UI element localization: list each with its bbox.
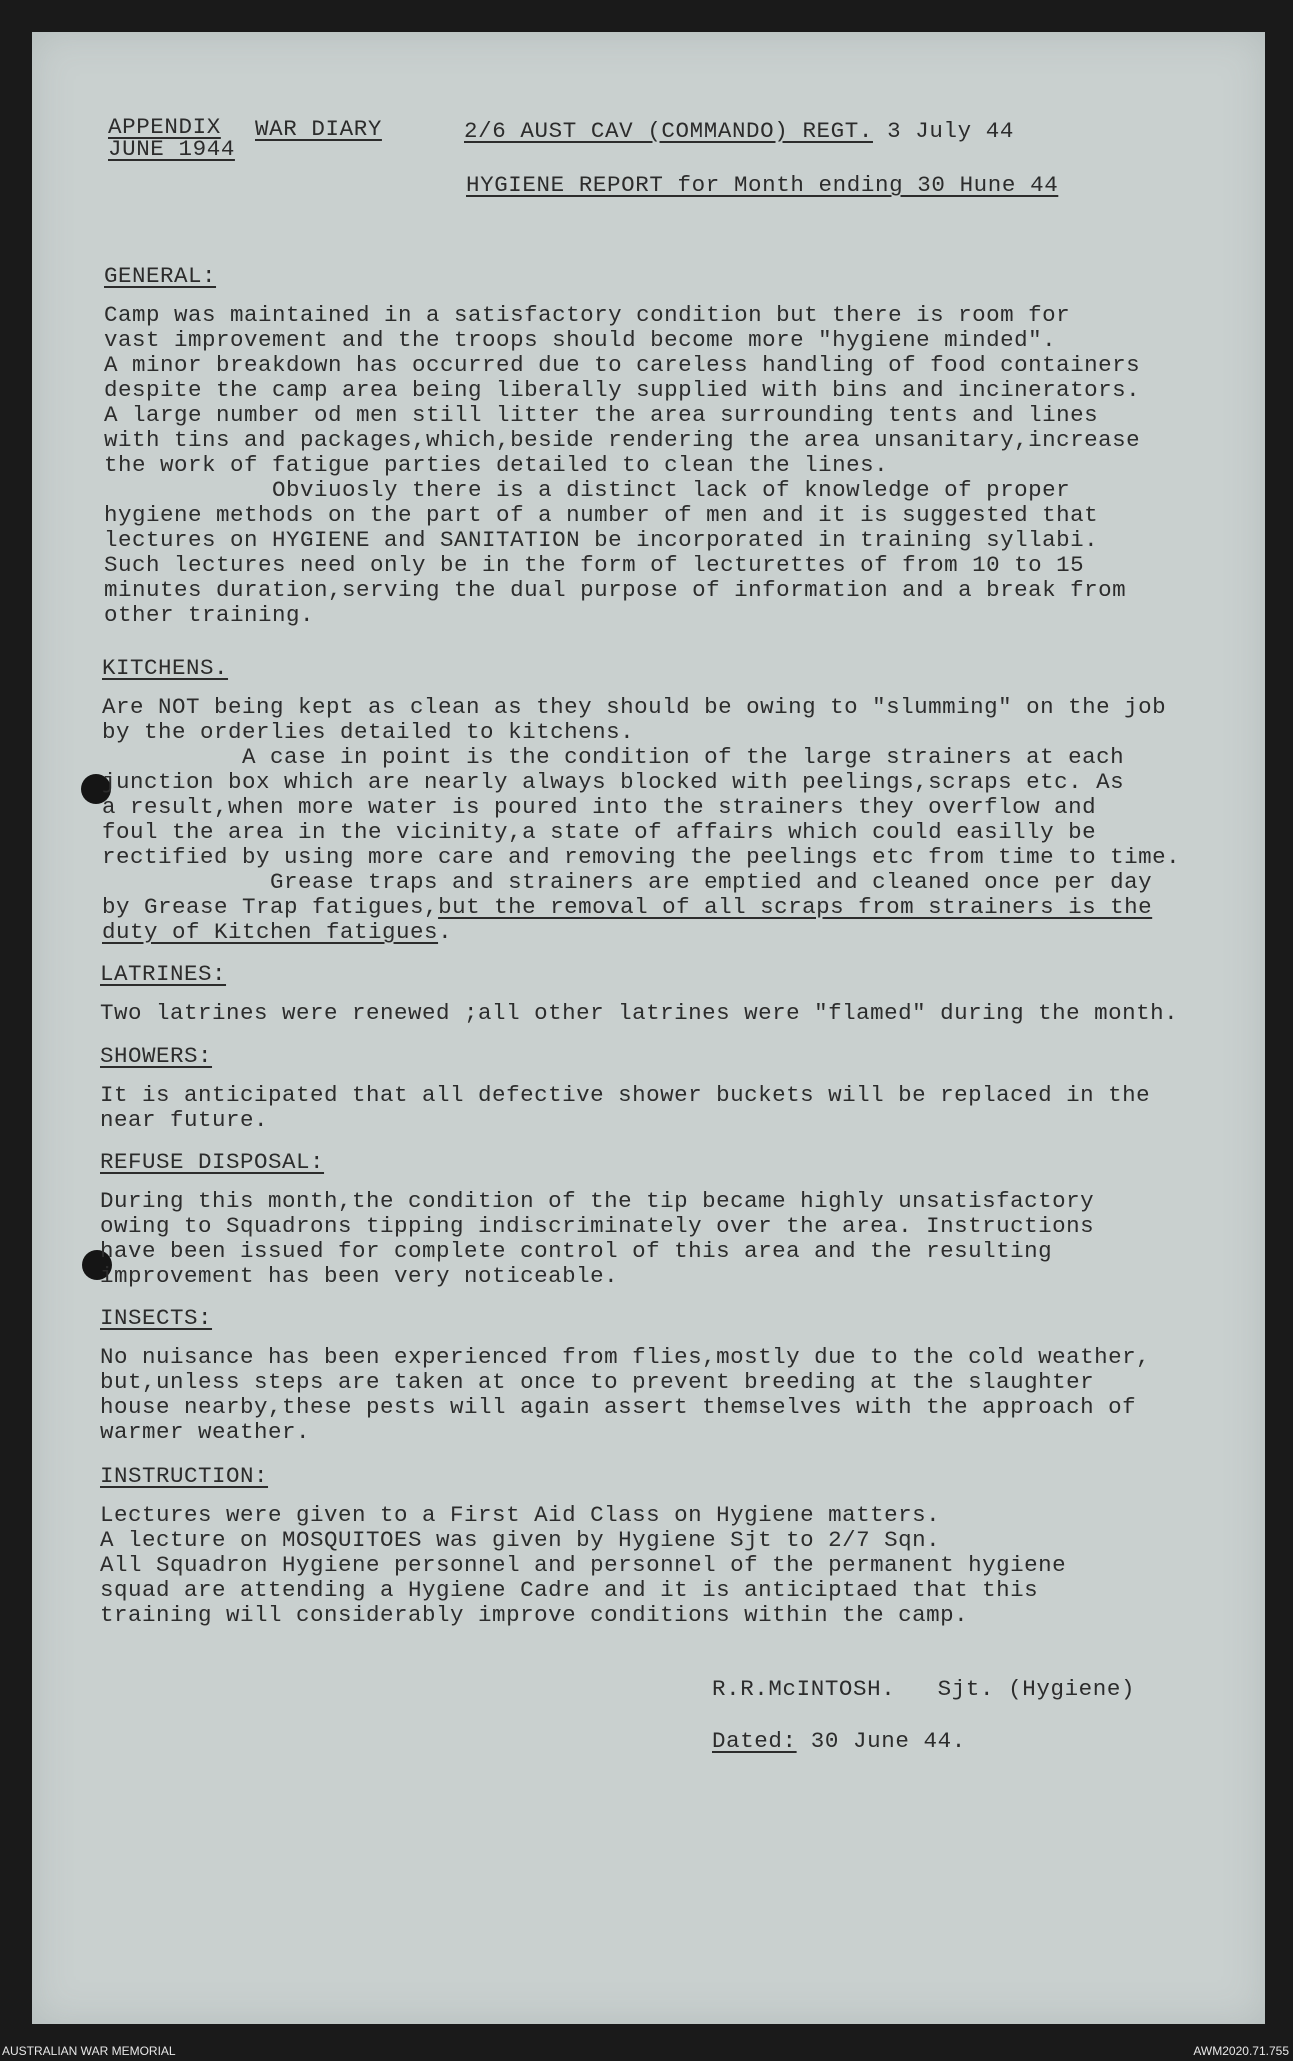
appendix-line1: APPENDIX <box>108 114 221 140</box>
section-heading: LATRINES: <box>100 961 227 987</box>
signatory-name: R.R.McINTOSH. <box>712 1676 896 1702</box>
section-insects <box>100 1306 1260 1445</box>
section-heading: REFUSE DISPOSAL: <box>100 1149 325 1175</box>
dated-line <box>712 1728 966 1754</box>
section-heading: GENERAL: <box>104 263 217 289</box>
report-title: HYGIENE REPORT for Month ending 30 Hune 44 <box>466 172 1059 198</box>
section-text: Lectures were given to a First Aid Class on Hygiene matters. A lecture on MOSQUITOES was given by Hygiene Sjt to 2/7 Sqn. All Squadron Hygiene personnel and personnel of the permanent hygiene squad are attending a Hygiene Cadre and it is anticiptaed that this training will considerably improve conditions within the camp. <box>100 1502 1067 1628</box>
dated-label: Dated: <box>712 1728 797 1754</box>
unit-name: 2/6 AUST CAV (COMMANDO) REGT. <box>464 118 873 144</box>
section-refuse-disposal <box>100 1150 1260 1289</box>
unit-line <box>464 118 1014 144</box>
appendix-line2: JUNE 1944 <box>108 136 235 162</box>
section-general <box>104 264 1264 628</box>
section-text: No nuisance has been experienced from flies,mostly due to the cold weather, but,unless steps are taken at once to prevent breeding at the slaughter house nearby,these pests will again assert themselves with the approach of warmer weather. <box>100 1344 1151 1445</box>
dated-value: 30 June 44. <box>810 1728 966 1754</box>
appendix-stamp <box>108 116 235 160</box>
war-diary-label: WAR DIARY <box>255 116 382 142</box>
section-instruction <box>100 1464 1260 1628</box>
section-text: It is anticipated that all defective shower buckets will be replaced in the near future. <box>100 1082 1151 1133</box>
archive-reference: AWM2020.71.755 <box>1193 2044 1289 2058</box>
archive-credit: AUSTRALIAN WAR MEMORIAL <box>2 2044 176 2058</box>
kitchens-underlined: but the removal of all scraps from strainers is the duty of Kitchen fatigues <box>102 894 1153 945</box>
section-text <box>102 695 1262 945</box>
section-text: During this month,the condition of the tip became highly unsatisfactory owing to Squadrons tipping indiscriminately over the area. Instructions have been issued for complete control of this area and the resulting improvement has been very noticeable. <box>100 1188 1095 1289</box>
signatory-rank: Sjt. (Hygiene) <box>937 1676 1136 1702</box>
section-text: Camp was maintained in a satisfactory condition but there is room for vast improvement and the troops should become more "hygiene minded". A minor breakdown has occurred due to careless handling of food containers despite the camp area being liberally supplied with bins and incinerators. A large number od men still litter the area surrounding tents and lines with tins and packages,which,beside rendering the area unsanitary,increase the work of fatigue parties detailed to clean the lines. Obviuosly there is a distinct lack of knowledge of proper hygiene methods on the part of a number of men and it is suggested that lectures on HYGIENE and SANITATION be incorporated in training syllabi. Such lectures need only be in the form of lecturettes of from 10 to 15 minutes duration,serving the dual purpose of information and a break from other training. <box>104 302 1141 628</box>
section-heading: KITCHENS. <box>102 655 229 681</box>
section-showers <box>100 1044 1260 1133</box>
section-heading: SHOWERS: <box>100 1043 213 1069</box>
section-heading: INSECTS: <box>100 1305 213 1331</box>
signature-line <box>712 1676 1135 1702</box>
section-text: Two latrines were renewed ;all other latrines were "flamed" during the month. <box>100 1000 1179 1026</box>
kitchens-end: . <box>438 919 453 945</box>
kitchens-body: Are NOT being kept as clean as they should be owing to "slumming" on the job by the orderlies detailed to kitchens. A case in point is the condition of the large strainers at each junction box which are nearly always blocked with peelings,scraps etc. As a result,when more water is poured into the strainers they overflow and foul the area in the vicinity,a state of affairs which could easilly be rectified by using more care and removing the peelings etc from time to time. Grease traps and strainers are emptied and cleaned once per day by Grease Trap fatigues, <box>102 694 1181 920</box>
report-date: 3 July 44 <box>887 118 1014 144</box>
section-heading: INSTRUCTION: <box>100 1463 269 1489</box>
section-kitchens <box>102 656 1262 945</box>
section-latrines <box>100 962 1260 1026</box>
